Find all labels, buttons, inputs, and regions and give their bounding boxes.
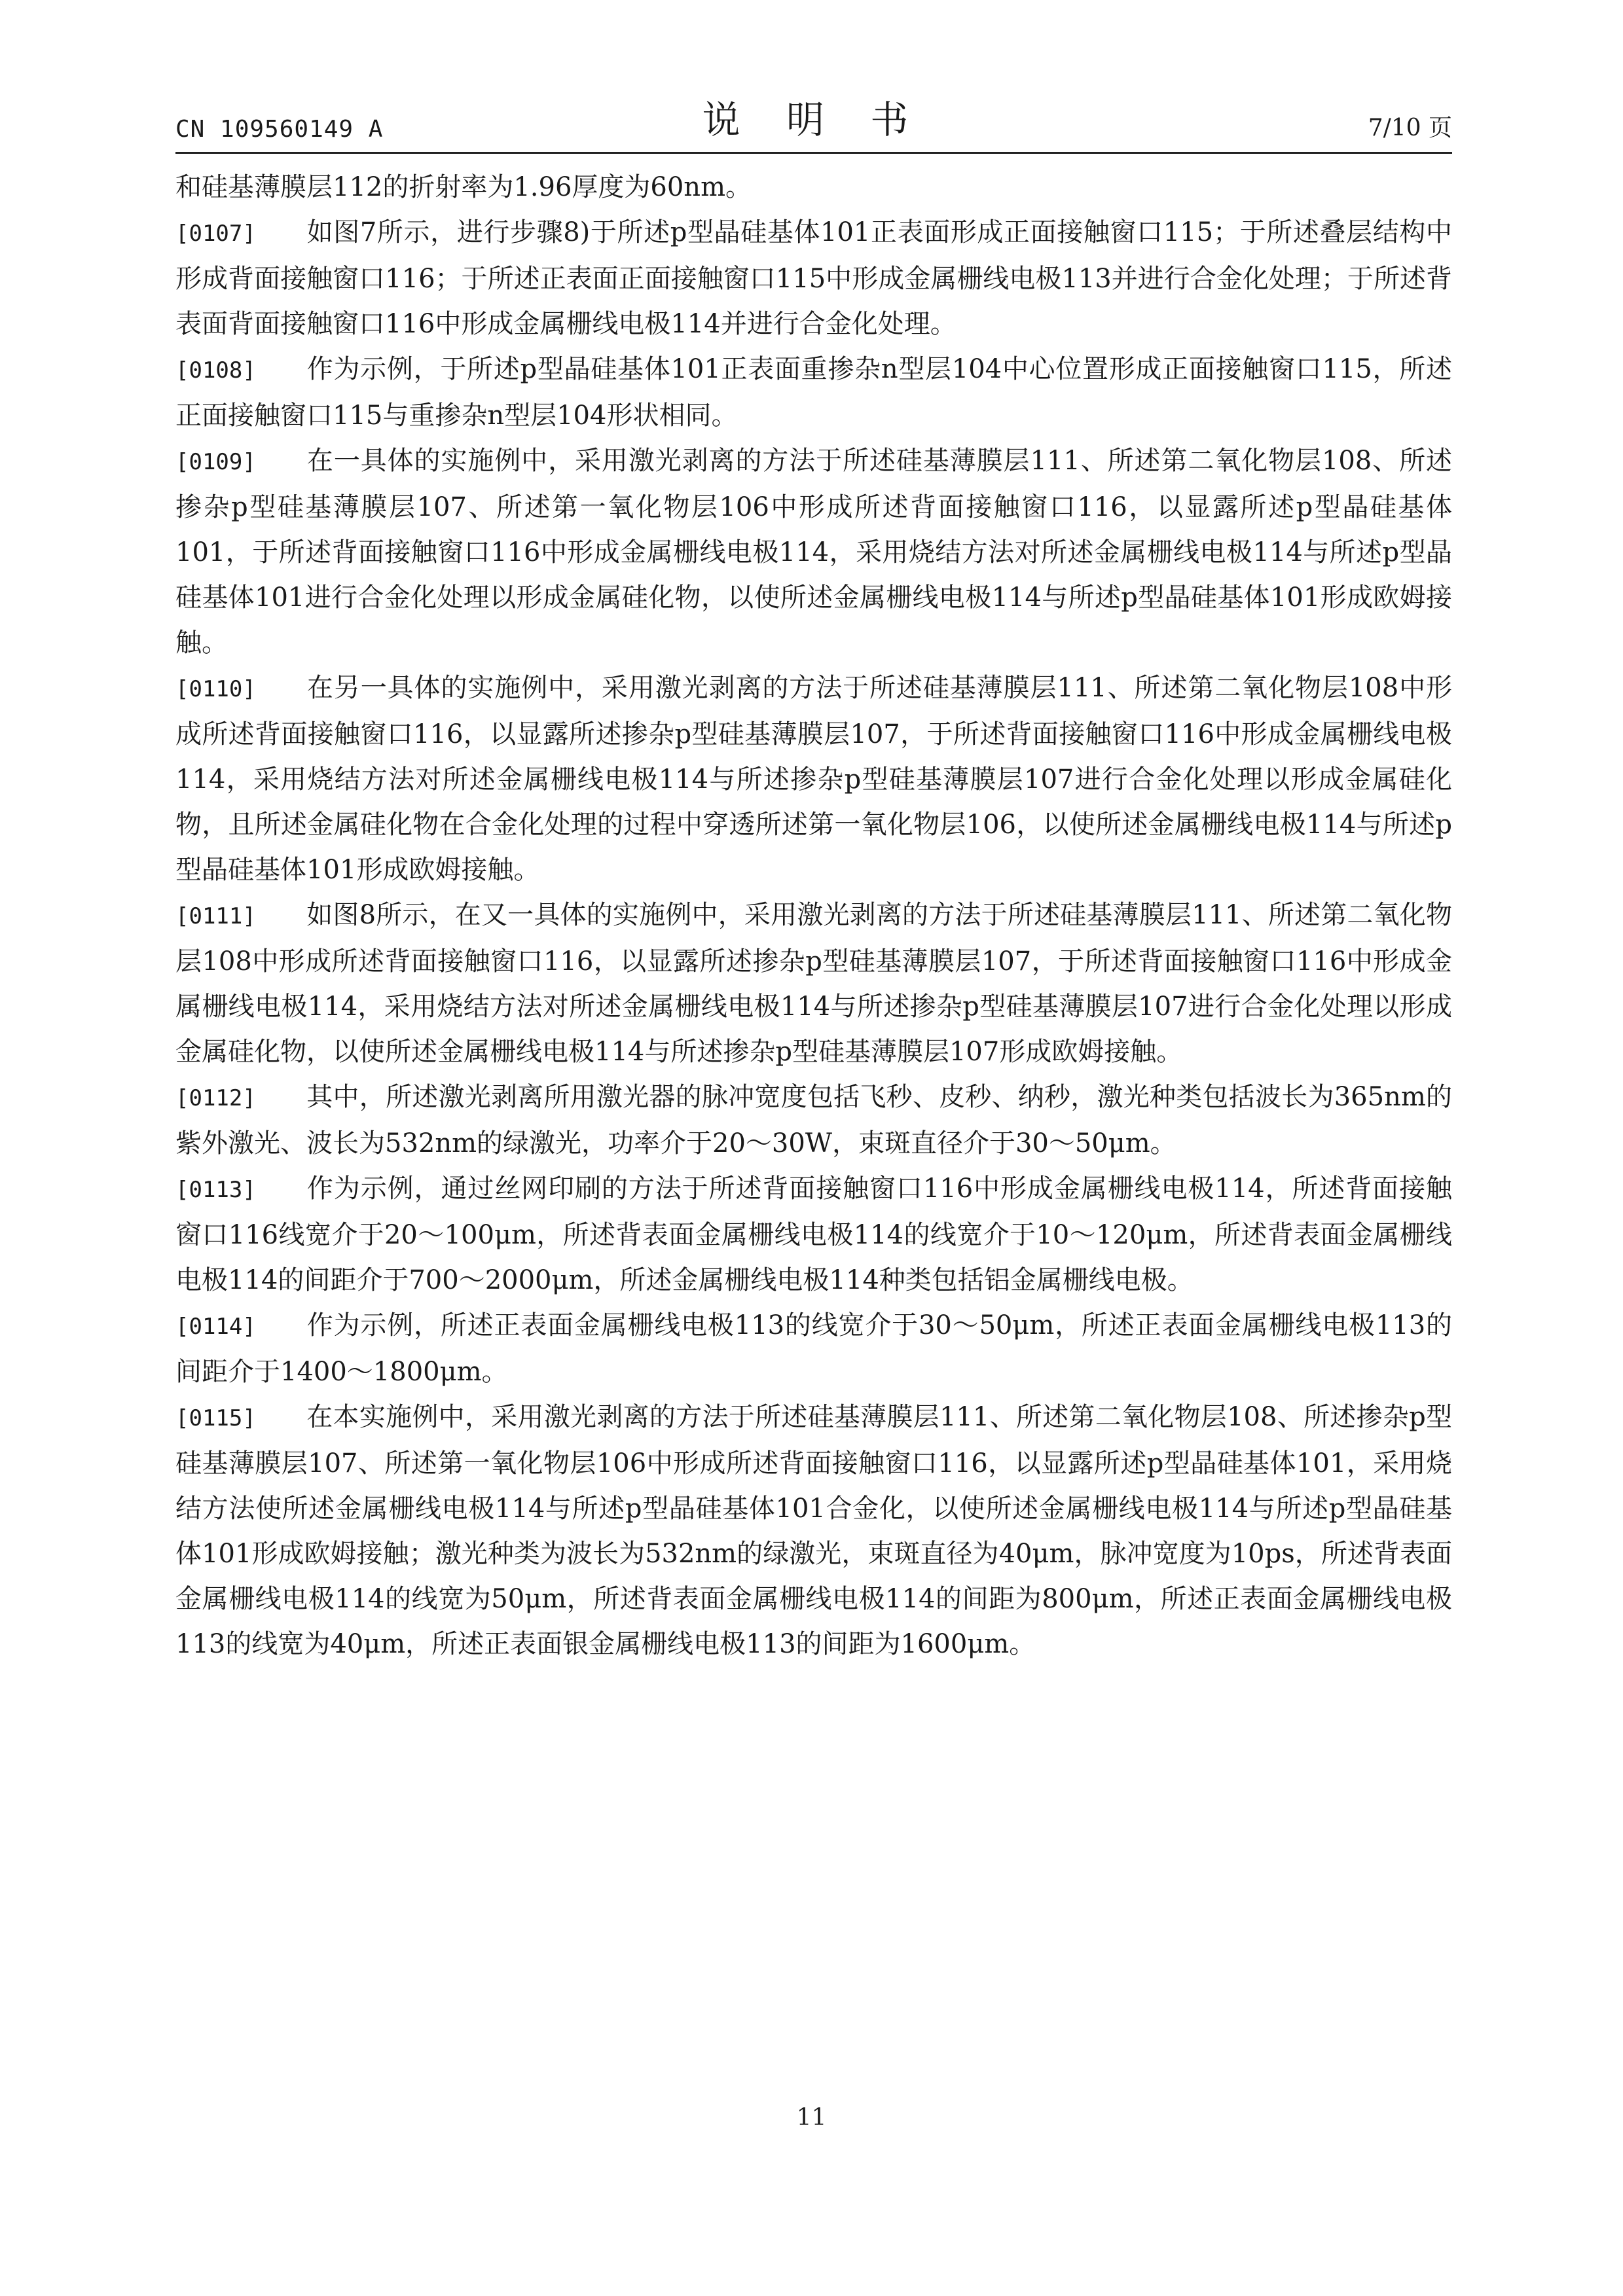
paragraph-number: [0115] [175, 1405, 256, 1431]
paragraph-text: 如图7所示，进行步骤8)于所述p型晶硅基体101正表面形成正面接触窗口115；于所述叠层结构中形成背面接触窗口116；于所述正表面正面接触窗口115中形成金属栅线电极113并进行合金化处理；于所述背表面背面接触窗口116中形成金属栅线电极114并进行合金化处理。 [175, 217, 1452, 339]
paragraph-text: 作为示例，通过丝网印刷的方法于所述背面接触窗口116中形成金属栅线电极114，所述背面接触窗口116线宽介于20～100μm，所述背表面金属栅线电极114的线宽介于10～120μm，所述背表面金属栅线电极114的间距介于700～2000μm，所述金属栅线电极114种类包括铝金属栅线电极。 [175, 1174, 1452, 1295]
paragraph-number: [0110] [175, 676, 256, 702]
paragraph-0111 [175, 893, 1452, 1075]
page-header [175, 97, 1452, 149]
paragraph-0107 [175, 210, 1452, 347]
page-count: 7/10 页 [1368, 115, 1452, 141]
paragraph-0114 [175, 1303, 1452, 1395]
paragraph-number: [0112] [175, 1085, 256, 1111]
page-number: 11 [796, 2104, 827, 2131]
paragraph-number: [0114] [175, 1314, 256, 1340]
paragraph-number: [0109] [175, 449, 256, 475]
publication-number: CN 109560149 A [175, 116, 384, 143]
paragraph-text: 作为示例，所述正表面金属栅线电极113的线宽介于30～50μm，所述正表面金属栅线电极113的间距介于1400～1800μm。 [175, 1310, 1452, 1387]
paragraph-text: 作为示例，于所述p型晶硅基体101正表面重掺杂n型层104中心位置形成正面接触窗口115，所述正面接触窗口115与重掺杂n型层104形状相同。 [175, 354, 1452, 431]
paragraph-0108 [175, 347, 1452, 439]
paragraph-number: [0107] [175, 221, 256, 247]
paragraph-0110 [175, 666, 1452, 893]
header-rule [175, 152, 1452, 154]
paragraph-number: [0108] [175, 357, 256, 384]
paragraph-number: [0113] [175, 1177, 256, 1203]
paragraph-text: 其中，所述激光剥离所用激光器的脉冲宽度包括飞秒、皮秒、纳秒，激光种类包括波长为365nm的紫外激光、波长为532nm的绿激光，功率介于20～30W，束斑直径介于30～50μm。 [175, 1082, 1452, 1158]
paragraph-0109 [175, 439, 1452, 666]
paragraph-text: 在另一具体的实施例中，采用激光剥离的方法于所述硅基薄膜层111、所述第二氧化物层108中形成所述背面接触窗口116，以显露所述掺杂p型硅基薄膜层107，于所述背面接触窗口116中形成金属栅线电极114，采用烧结方法对所述金属栅线电极114与所述掺杂p型硅基薄膜层107进行合金化处理以形成金属硅化物，且所述金属硅化物在合金化处理的过程中穿透所述第一氧化物层106，以使所述金属栅线电极114与所述p型晶硅基体101形成欧姆接触。 [175, 673, 1452, 885]
paragraph-text: 在本实施例中，采用激光剥离的方法于所述硅基薄膜层111、所述第二氧化物层108、所述掺杂p型硅基薄膜层107、所述第一氧化物层106中形成所述背面接触窗口116，以显露所述p型晶硅基体101，采用烧结方法使所述金属栅线电极114与所述p型晶硅基体101合金化，以使所述金属栅线电极114与所述p型晶硅基体101形成欧姆接触；激光种类为波长为532nm的绿激光，束斑直径为40μm，脉冲宽度为10ps，所述背表面金属栅线电极114的线宽为50μm，所述背表面金属栅线电极114的间距为800μm，所述正表面金属栅线电极113的线宽为40μm，所述正表面银金属栅线电极113的间距为1600μm。 [175, 1402, 1452, 1659]
paragraph-0112 [175, 1075, 1452, 1166]
lead-text: 和硅基薄膜层112的折射率为1.96厚度为60nm。 [175, 172, 752, 202]
paragraph-0113 [175, 1166, 1452, 1303]
paragraph-text: 在一具体的实施例中，采用激光剥离的方法于所述硅基薄膜层111、所述第二氧化物层108、所述掺杂p型硅基薄膜层107、所述第一氧化物层106中形成所述背面接触窗口116，以显露所述p型晶硅基体101，于所述背面接触窗口116中形成金属栅线电极114，采用烧结方法对所述金属栅线电极114与所述p型晶硅基体101进行合金化处理以形成金属硅化物，以使所述金属栅线电极114与所述p型晶硅基体101形成欧姆接触。 [175, 446, 1452, 658]
document-title: 说 明 书 [702, 98, 926, 142]
paragraph-number: [0111] [175, 903, 256, 929]
paragraph-text: 如图8所示，在又一具体的实施例中，采用激光剥离的方法于所述硅基薄膜层111、所述第二氧化物层108中形成所述背面接触窗口116，以显露所述掺杂p型硅基薄膜层107，于所述背面接触窗口116中形成金属栅线电极114，采用烧结方法对所述金属栅线电极114与所述掺杂p型硅基薄膜层107进行合金化处理以形成金属硅化物，以使所述金属栅线电极114与所述掺杂p型硅基薄膜层107形成欧姆接触。 [175, 900, 1452, 1067]
document-body [175, 165, 1452, 1667]
paragraph-0115 [175, 1395, 1452, 1667]
